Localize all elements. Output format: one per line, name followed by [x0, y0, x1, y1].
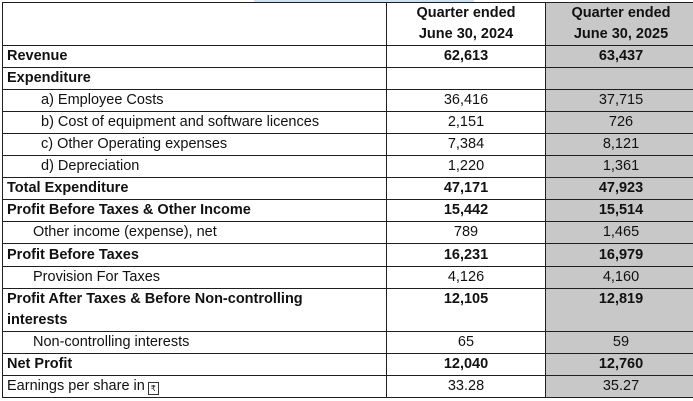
row-other-operating	[3, 134, 693, 156]
value-2024: 33.28	[387, 375, 546, 397]
row-non-controlling-interests	[3, 331, 693, 353]
value-2025: 35.27	[546, 375, 693, 397]
row-provision-for-taxes	[3, 266, 693, 288]
value-2024: 4,126	[387, 266, 546, 288]
row-depreciation	[3, 156, 693, 178]
header-2025-line1: Quarter ended	[571, 5, 671, 22]
value-2025	[546, 68, 693, 90]
row-label: Profit Before Taxes & Other Income	[3, 200, 387, 222]
value-2024: 47,171	[387, 178, 546, 200]
row-label: a) Employee Costs	[3, 90, 387, 112]
rupee-symbol-icon: ₹	[148, 382, 159, 395]
value-2024: 16,231	[387, 244, 546, 266]
row-revenue	[3, 46, 693, 68]
row-label: Profit Before Taxes	[3, 244, 387, 266]
row-label: Total Expenditure	[3, 178, 387, 200]
row-label: Net Profit	[3, 353, 387, 375]
row-equipment-licences	[3, 112, 693, 134]
row-profit-before-taxes-other-income	[3, 200, 693, 222]
value-2024: 12,105	[387, 288, 546, 331]
value-2024: 789	[387, 222, 546, 244]
row-label-line1: Profit After Taxes & Before Non-controlling	[7, 290, 303, 307]
value-2025: 726	[546, 112, 693, 134]
row-profit-before-taxes	[3, 244, 693, 266]
header-quarter-2025	[546, 3, 693, 46]
row-earnings-per-share	[3, 375, 693, 397]
row-expenditure	[3, 68, 693, 90]
value-2025: 47,923	[546, 178, 693, 200]
row-label: b) Cost of equipment and software licences	[3, 112, 387, 134]
row-label: Earnings per share in	[7, 377, 145, 394]
financial-results-table	[2, 2, 693, 398]
row-other-income	[3, 222, 693, 244]
value-2025: 15,514	[546, 200, 693, 222]
row-label-cell	[3, 375, 387, 397]
header-2025-line2: June 30, 2025	[573, 26, 669, 43]
value-2024: 12,040	[387, 353, 546, 375]
value-2024: 2,151	[387, 112, 546, 134]
value-2024: 7,384	[387, 134, 546, 156]
value-2024: 15,442	[387, 200, 546, 222]
header-2024-line1: Quarter ended	[416, 5, 516, 22]
value-2024: 65	[387, 331, 546, 353]
value-2025: 37,715	[546, 90, 693, 112]
value-2025: 16,979	[546, 244, 693, 266]
value-2025: 8,121	[546, 134, 693, 156]
row-employee-costs	[3, 90, 693, 112]
value-2025: 1,465	[546, 222, 693, 244]
value-2024: 62,613	[387, 46, 546, 68]
header-quarter-2024	[387, 3, 546, 46]
row-label: c) Other Operating expenses	[3, 134, 387, 156]
value-2025: 59	[546, 331, 693, 353]
value-2025: 12,819	[546, 288, 693, 331]
row-label: Provision For Taxes	[3, 266, 387, 288]
row-label: Non-controlling interests	[3, 331, 387, 353]
row-profit-after-taxes	[3, 288, 693, 331]
row-net-profit	[3, 353, 693, 375]
value-2025: 12,760	[546, 353, 693, 375]
value-2024	[387, 68, 546, 90]
header-blank-cell	[3, 3, 387, 46]
row-label: Revenue	[3, 46, 387, 68]
row-label-line2: interests	[7, 311, 68, 328]
row-label: d) Depreciation	[3, 156, 387, 178]
value-2025: 1,361	[546, 156, 693, 178]
header-2024-line2: June 30, 2024	[418, 26, 514, 43]
value-2025: 63,437	[546, 46, 693, 68]
value-2025: 4,160	[546, 266, 693, 288]
table-header-row	[3, 3, 693, 46]
row-label: Expenditure	[3, 68, 387, 90]
row-total-expenditure	[3, 178, 693, 200]
row-label	[3, 288, 387, 331]
value-2024: 1,220	[387, 156, 546, 178]
row-label: Other income (expense), net	[3, 222, 387, 244]
value-2024: 36,416	[387, 90, 546, 112]
